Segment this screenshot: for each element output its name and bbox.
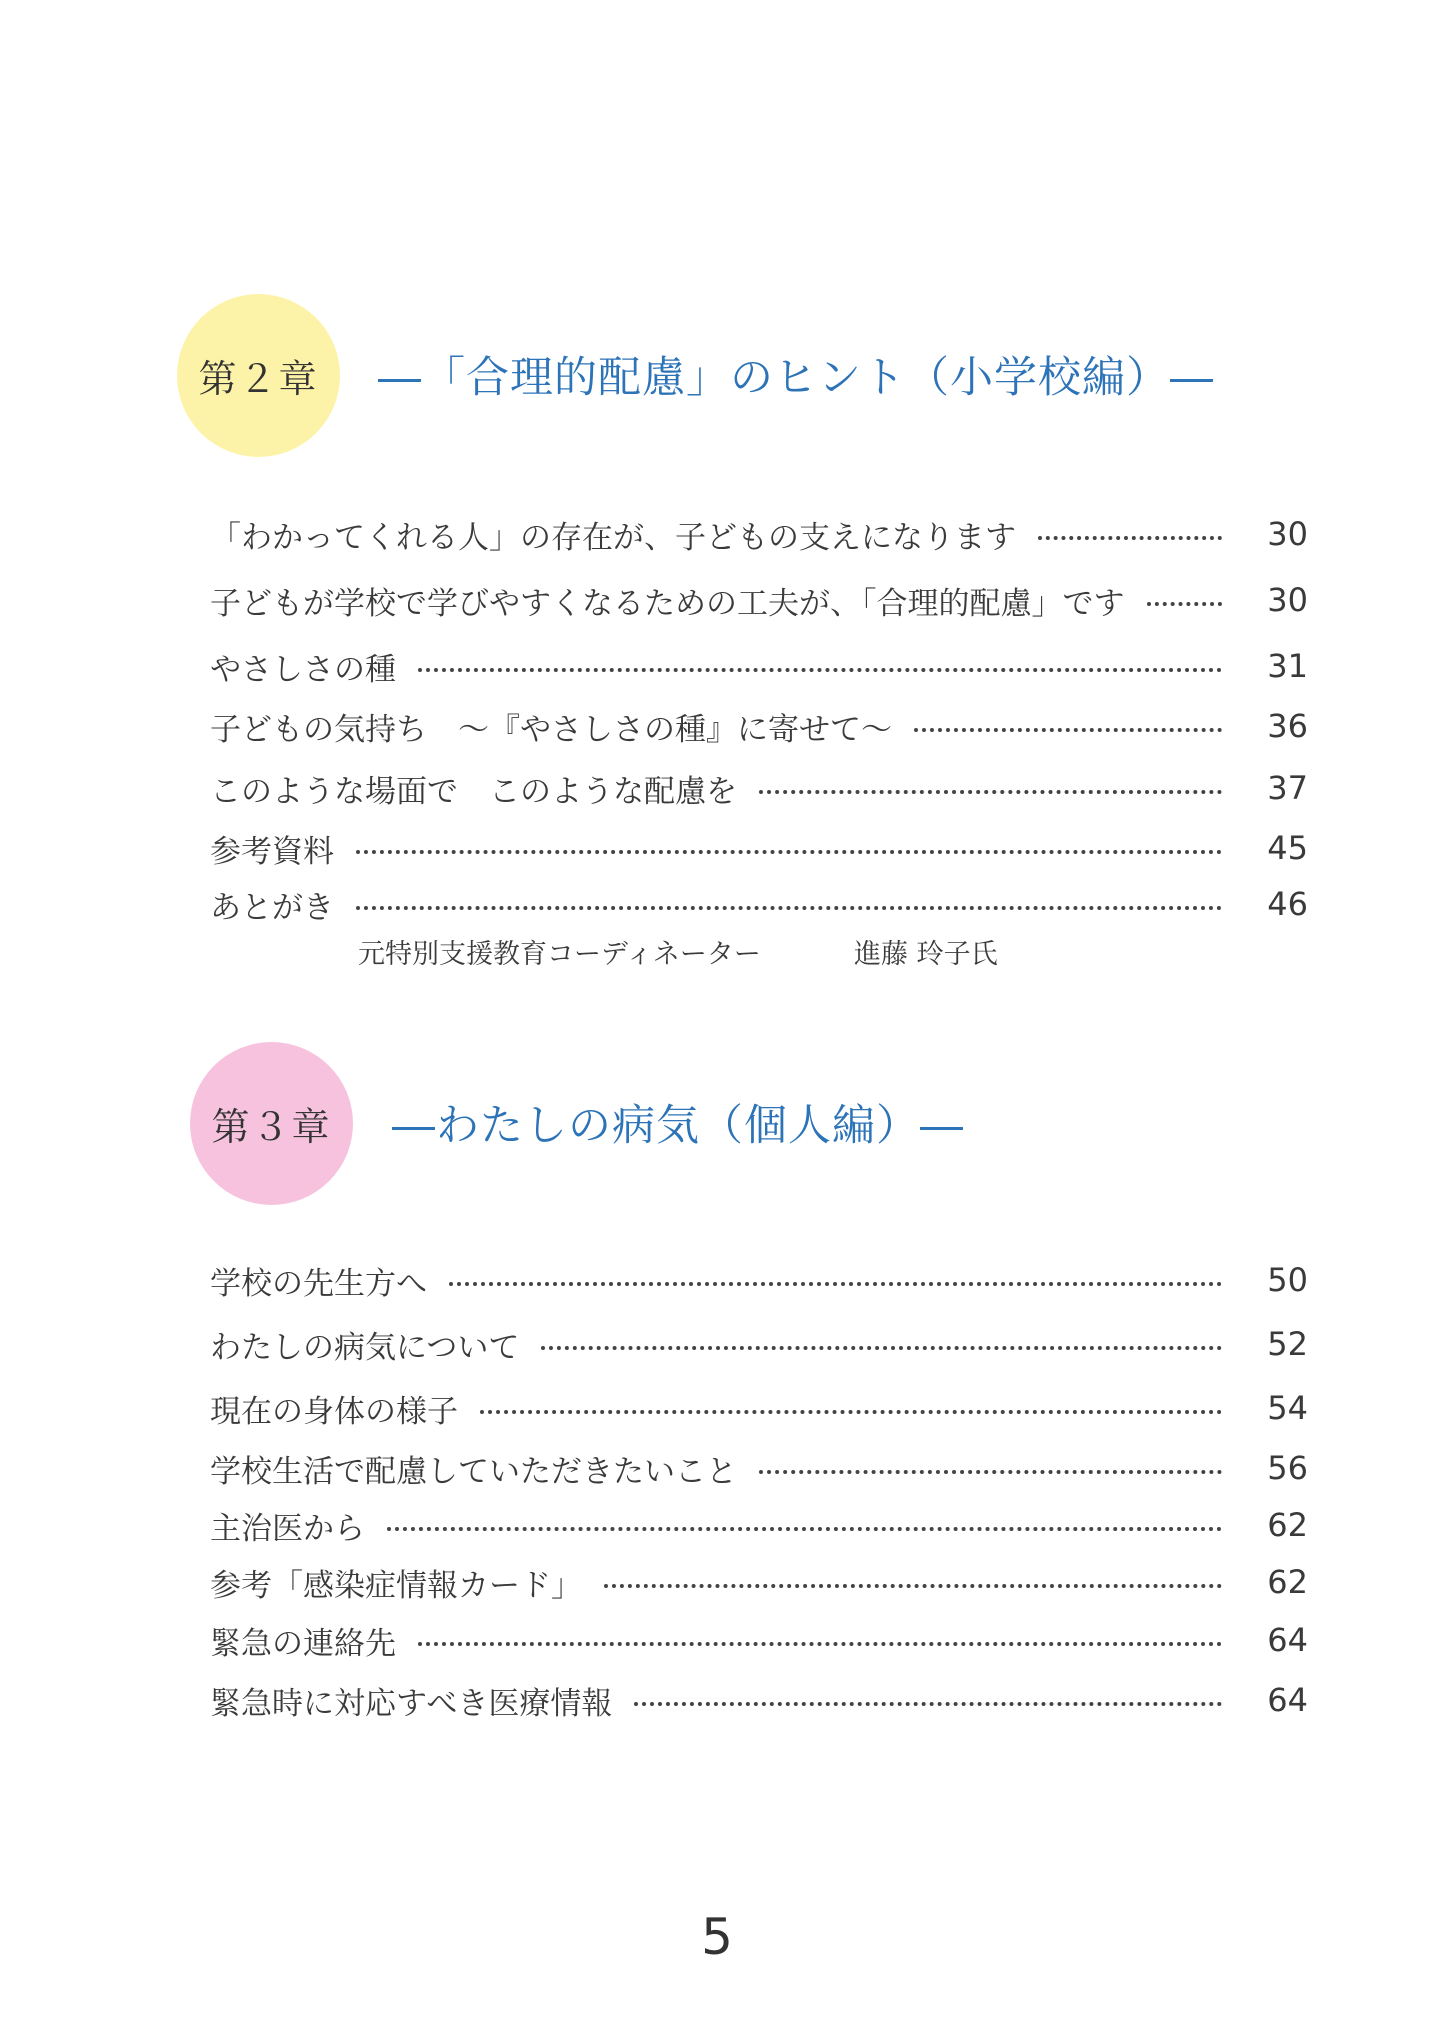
toc-entry-title: 参考「感染症情報カード」 [210, 1567, 582, 1604]
toc-entry-page: 30 [1267, 515, 1308, 553]
toc-entry-title: やさしさの種 [210, 651, 396, 688]
toc-entry-title: 参考資料 [210, 833, 334, 870]
dot-leader [541, 1346, 1222, 1350]
toc-entry-page: 45 [1267, 829, 1308, 867]
toc-entry-title: 子どもの気持ち ～『やさしさの種』に寄せて～ [210, 711, 892, 748]
toc-entry[interactable] [210, 1446, 1308, 1490]
toc-entry-page: 64 [1267, 1681, 1308, 1719]
toc-entry[interactable] [210, 1322, 1308, 1366]
toc-entry[interactable] [210, 1678, 1308, 1722]
dot-leader [356, 906, 1222, 910]
toc-entry-page: 64 [1267, 1621, 1308, 1659]
toc-entry-title: 主治医から [210, 1510, 365, 1547]
toc-entry-page: 52 [1267, 1325, 1308, 1363]
toc-entry-page: 62 [1267, 1506, 1308, 1544]
chapter-3-badge [190, 1042, 353, 1205]
toc-entry[interactable] [210, 766, 1308, 810]
dot-leader [356, 850, 1222, 854]
toc-entry-page: 31 [1267, 647, 1308, 685]
dot-leader [1038, 536, 1222, 540]
dot-leader [759, 790, 1222, 794]
toc-entry-page: 54 [1267, 1389, 1308, 1427]
chapter-3-badge-label: 第３章 [211, 1105, 332, 1149]
page-number: 5 [701, 1908, 733, 1966]
toc-entry-title: わたしの病気について [210, 1329, 520, 1366]
dot-leader [1147, 602, 1223, 606]
toc-entry[interactable] [210, 1503, 1308, 1547]
chapter-2-badge-label: 第２章 [198, 357, 319, 401]
toc-entry-title: あとがき [210, 889, 334, 926]
toc-entry[interactable] [210, 882, 1308, 926]
afterword-author-name: 進藤 玲子氏 [854, 939, 998, 970]
dot-leader [914, 728, 1222, 732]
toc-entry-title: 緊急の連絡先 [210, 1625, 396, 1662]
toc-entry[interactable] [210, 512, 1308, 556]
toc-entry-page: 37 [1267, 769, 1308, 807]
toc-entry[interactable] [210, 704, 1308, 748]
toc-entry[interactable] [210, 826, 1308, 870]
dot-leader [480, 1410, 1222, 1414]
toc-entry-title: このような場面で このような配慮を [210, 773, 737, 810]
toc-entry-title: 「わかってくれる人」の存在が、子どもの支えになります [210, 519, 1016, 556]
dot-leader [418, 668, 1222, 672]
toc-entry[interactable] [210, 644, 1308, 688]
toc-entry[interactable] [210, 1618, 1308, 1662]
toc-entry-page: 30 [1267, 581, 1308, 619]
dot-leader [387, 1527, 1222, 1531]
dot-leader [759, 1470, 1222, 1474]
toc-entry-page: 50 [1267, 1261, 1308, 1299]
toc-entry-page: 46 [1267, 885, 1308, 923]
dot-leader [418, 1642, 1222, 1646]
toc-entry-title: 学校生活で配慮していただきたいこと [210, 1453, 737, 1490]
dot-leader [634, 1702, 1222, 1706]
chapter-2-title: ―「合理的配慮」のヒント（小学校編）― [378, 353, 1214, 403]
chapter-3-title: ―わたしの病気（個人編）― [392, 1101, 964, 1151]
chapter-2-header [0, 290, 1434, 460]
toc-entry-title: 子どもが学校で学びやすくなるための工夫が、「合理的配慮」です [210, 585, 1125, 622]
toc-entry-title: 緊急時に対応すべき医療情報 [210, 1685, 613, 1722]
chapter-3-header [0, 1036, 1434, 1206]
toc-entry-page: 56 [1267, 1449, 1308, 1487]
toc-entry[interactable] [210, 1258, 1308, 1302]
toc-entry-title: 学校の先生方へ [210, 1265, 427, 1302]
toc-entry-title: 現在の身体の様子 [210, 1393, 458, 1430]
toc-entry[interactable] [210, 1386, 1308, 1430]
toc-entry[interactable] [210, 578, 1308, 622]
toc-entry[interactable] [210, 1560, 1308, 1604]
dot-leader [604, 1584, 1222, 1588]
afterword-author-role: 元特別支援教育コーディネーター [358, 939, 761, 970]
dot-leader [449, 1282, 1222, 1286]
chapter-2-badge [177, 294, 340, 457]
toc-entry-page: 62 [1267, 1563, 1308, 1601]
toc-entry-page: 36 [1267, 707, 1308, 745]
